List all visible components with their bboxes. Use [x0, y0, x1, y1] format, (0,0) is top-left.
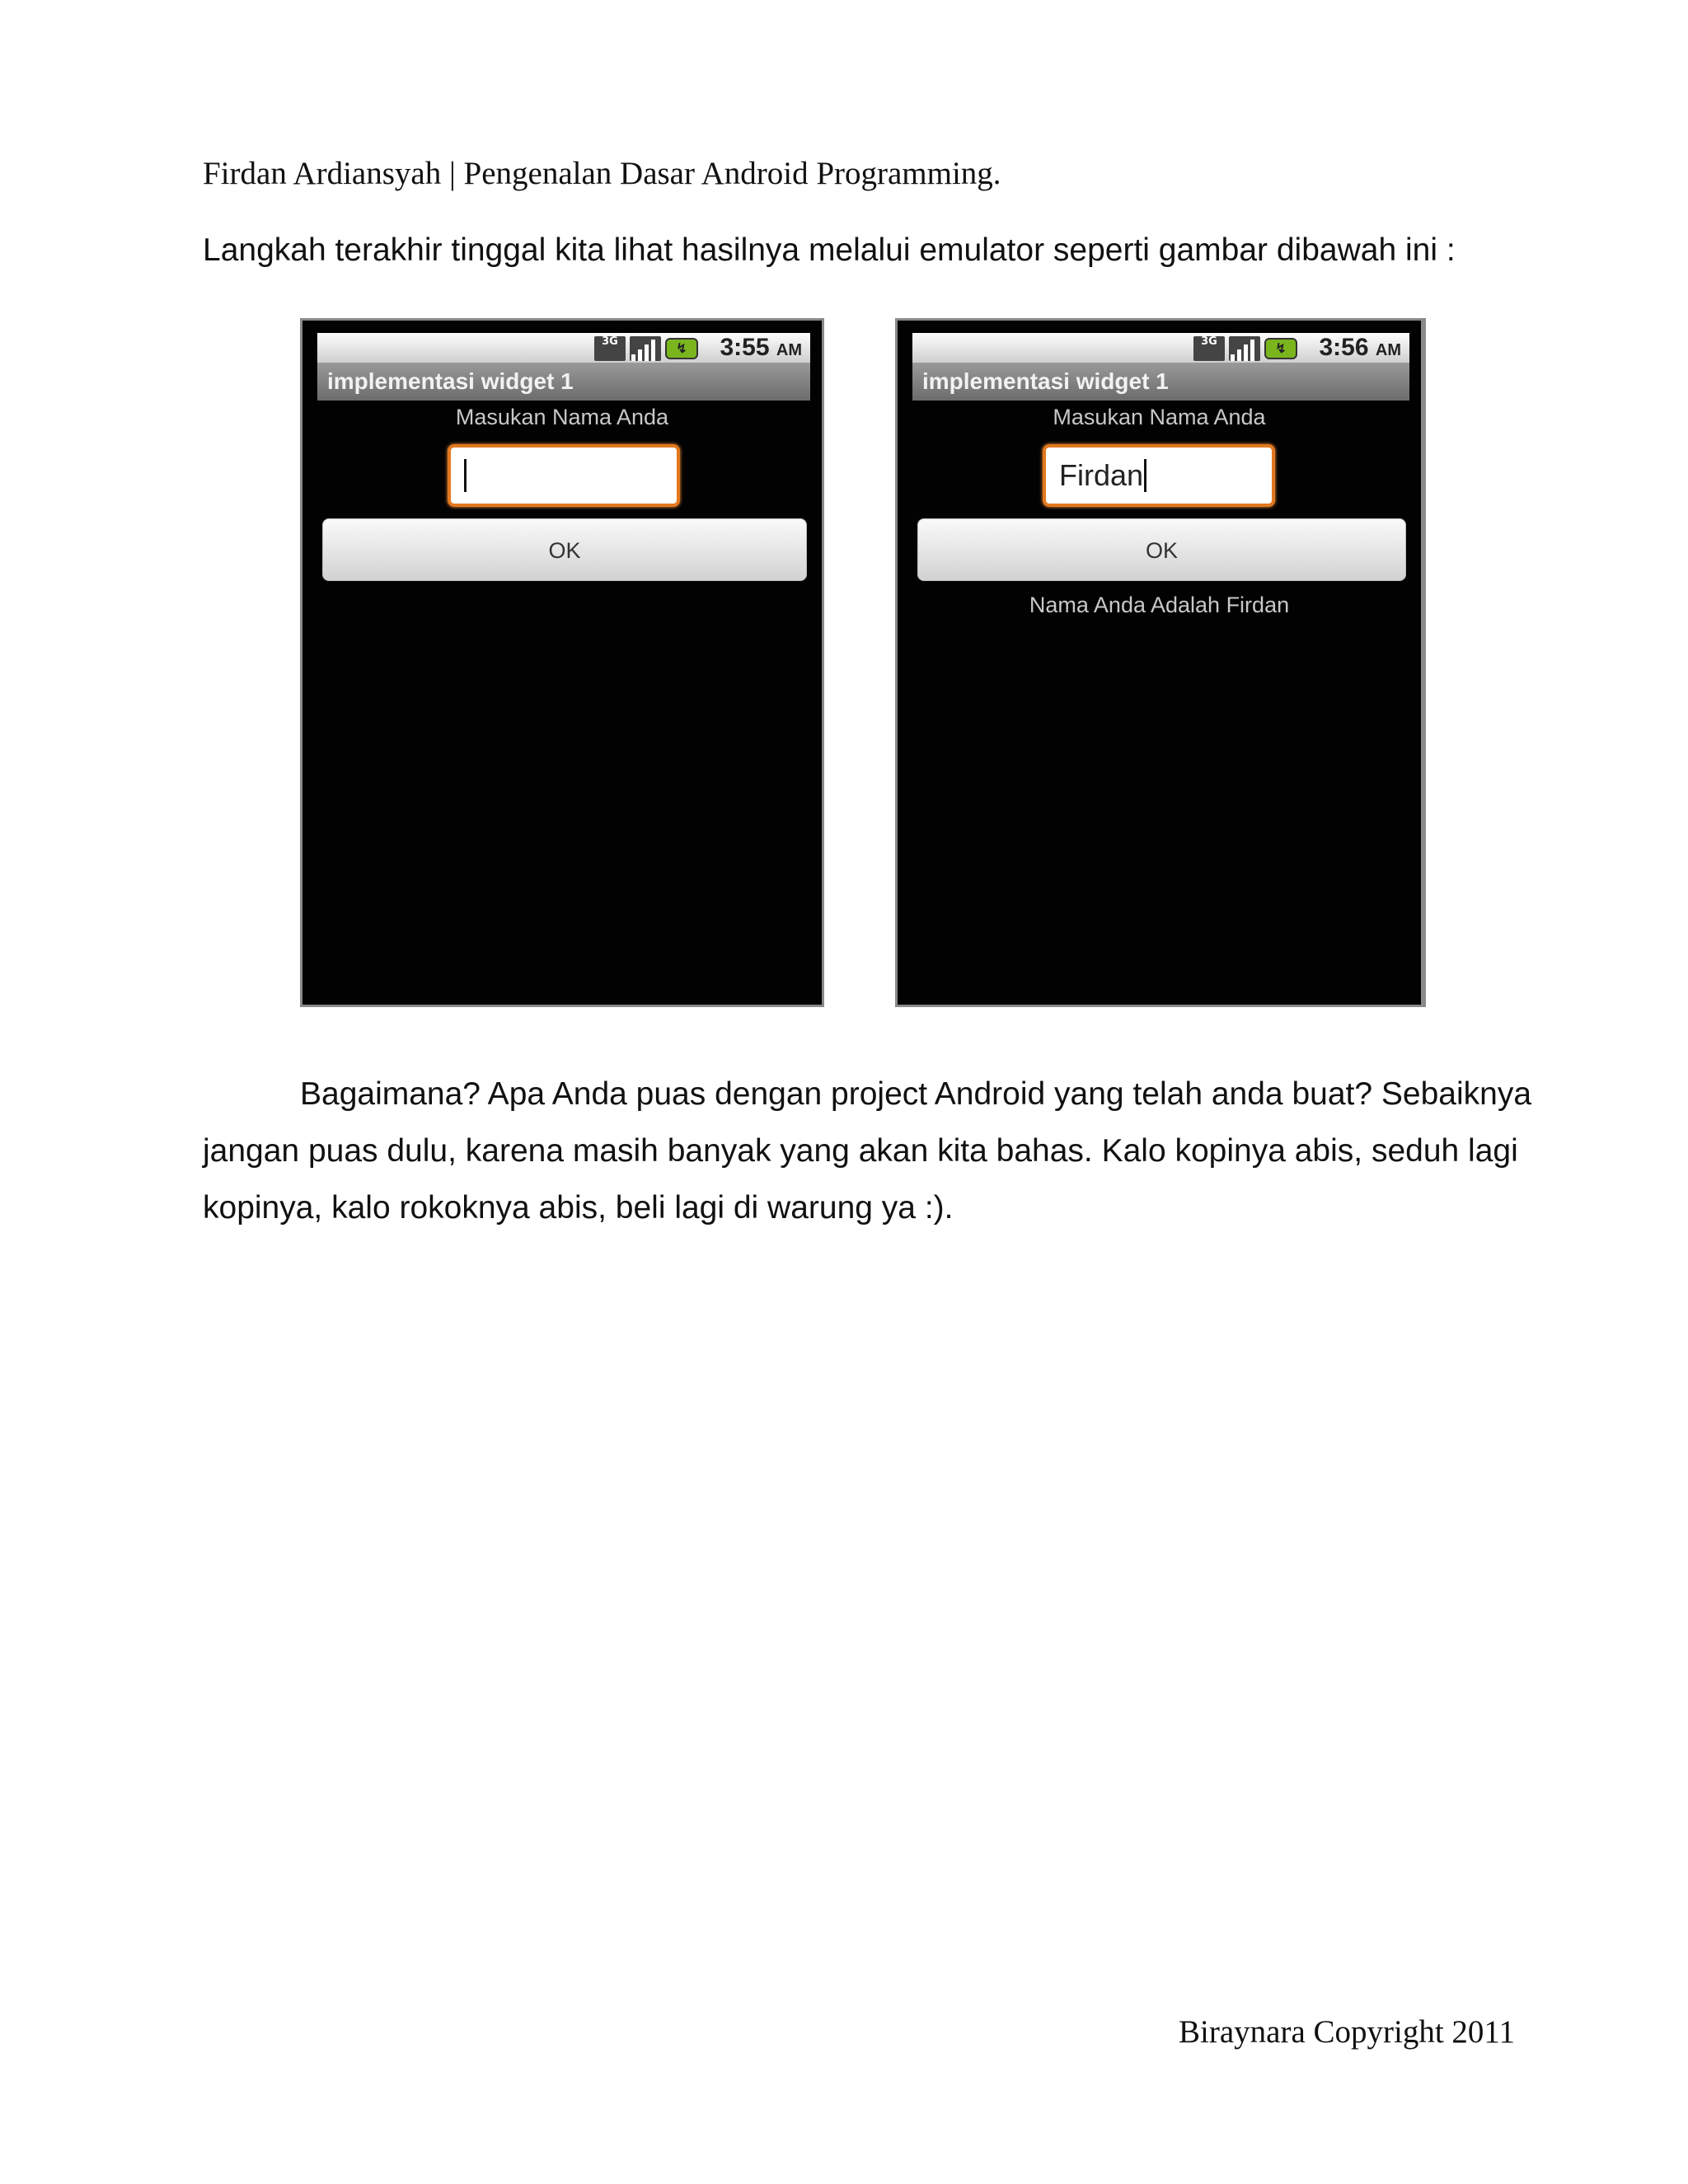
3g-icon: 3G [594, 336, 626, 361]
name-input[interactable] [1043, 444, 1275, 507]
ok-button[interactable]: OK [322, 518, 807, 581]
name-prompt-label: Masukan Nama Anda [1053, 405, 1266, 429]
emulator-screenshot-after [895, 318, 1426, 1007]
status-bar [317, 333, 810, 363]
battery-icon: ↯ [1264, 338, 1297, 359]
app-title: implementasi widget 1 [327, 368, 574, 394]
status-bar [912, 333, 1409, 363]
page-header: Firdan Ardiansyah | Pengenalan Dasar Android Programming. [203, 156, 1001, 191]
ok-button[interactable]: OK [917, 518, 1406, 581]
body-paragraph-text: Bagaimana? Apa Anda puas dengan project Android yang telah anda buat? Sebaiknya jangan puas dulu, karena masih banyak yang akan kita bahas. Kalo kopinya abis, seduh lagi kopinya, kalo rokoknya abis, beli lagi di warung ya :). [203, 1076, 1532, 1226]
3g-icon: 3G [1193, 336, 1225, 361]
name-input[interactable] [448, 444, 680, 507]
app-title: implementasi widget 1 [922, 368, 1169, 394]
result-text: Nama Anda Adalah Firdan [1029, 593, 1290, 617]
name-prompt-label: Masukan Nama Anda [455, 405, 669, 429]
signal-icon [630, 336, 661, 361]
page-footer: Biraynara Copyright 2011 [1179, 2014, 1515, 2050]
text-cursor [464, 459, 467, 492]
signal-icon [1229, 336, 1260, 361]
app-title-bar [912, 363, 1409, 401]
battery-icon: ↯ [665, 338, 698, 359]
body-paragraph [203, 1066, 1538, 1236]
app-title-bar [317, 363, 810, 401]
clock: 3:55 AM [720, 334, 802, 361]
clock: 3:56 AM [1319, 334, 1401, 361]
emulator-screenshot-before [300, 318, 824, 1007]
name-input-value: Firdan [1059, 458, 1144, 492]
text-cursor [1144, 459, 1146, 492]
intro-text: Langkah terakhir tinggal kita lihat hasilnya melalui emulator seperti gambar dibawah ini : [203, 232, 1456, 268]
